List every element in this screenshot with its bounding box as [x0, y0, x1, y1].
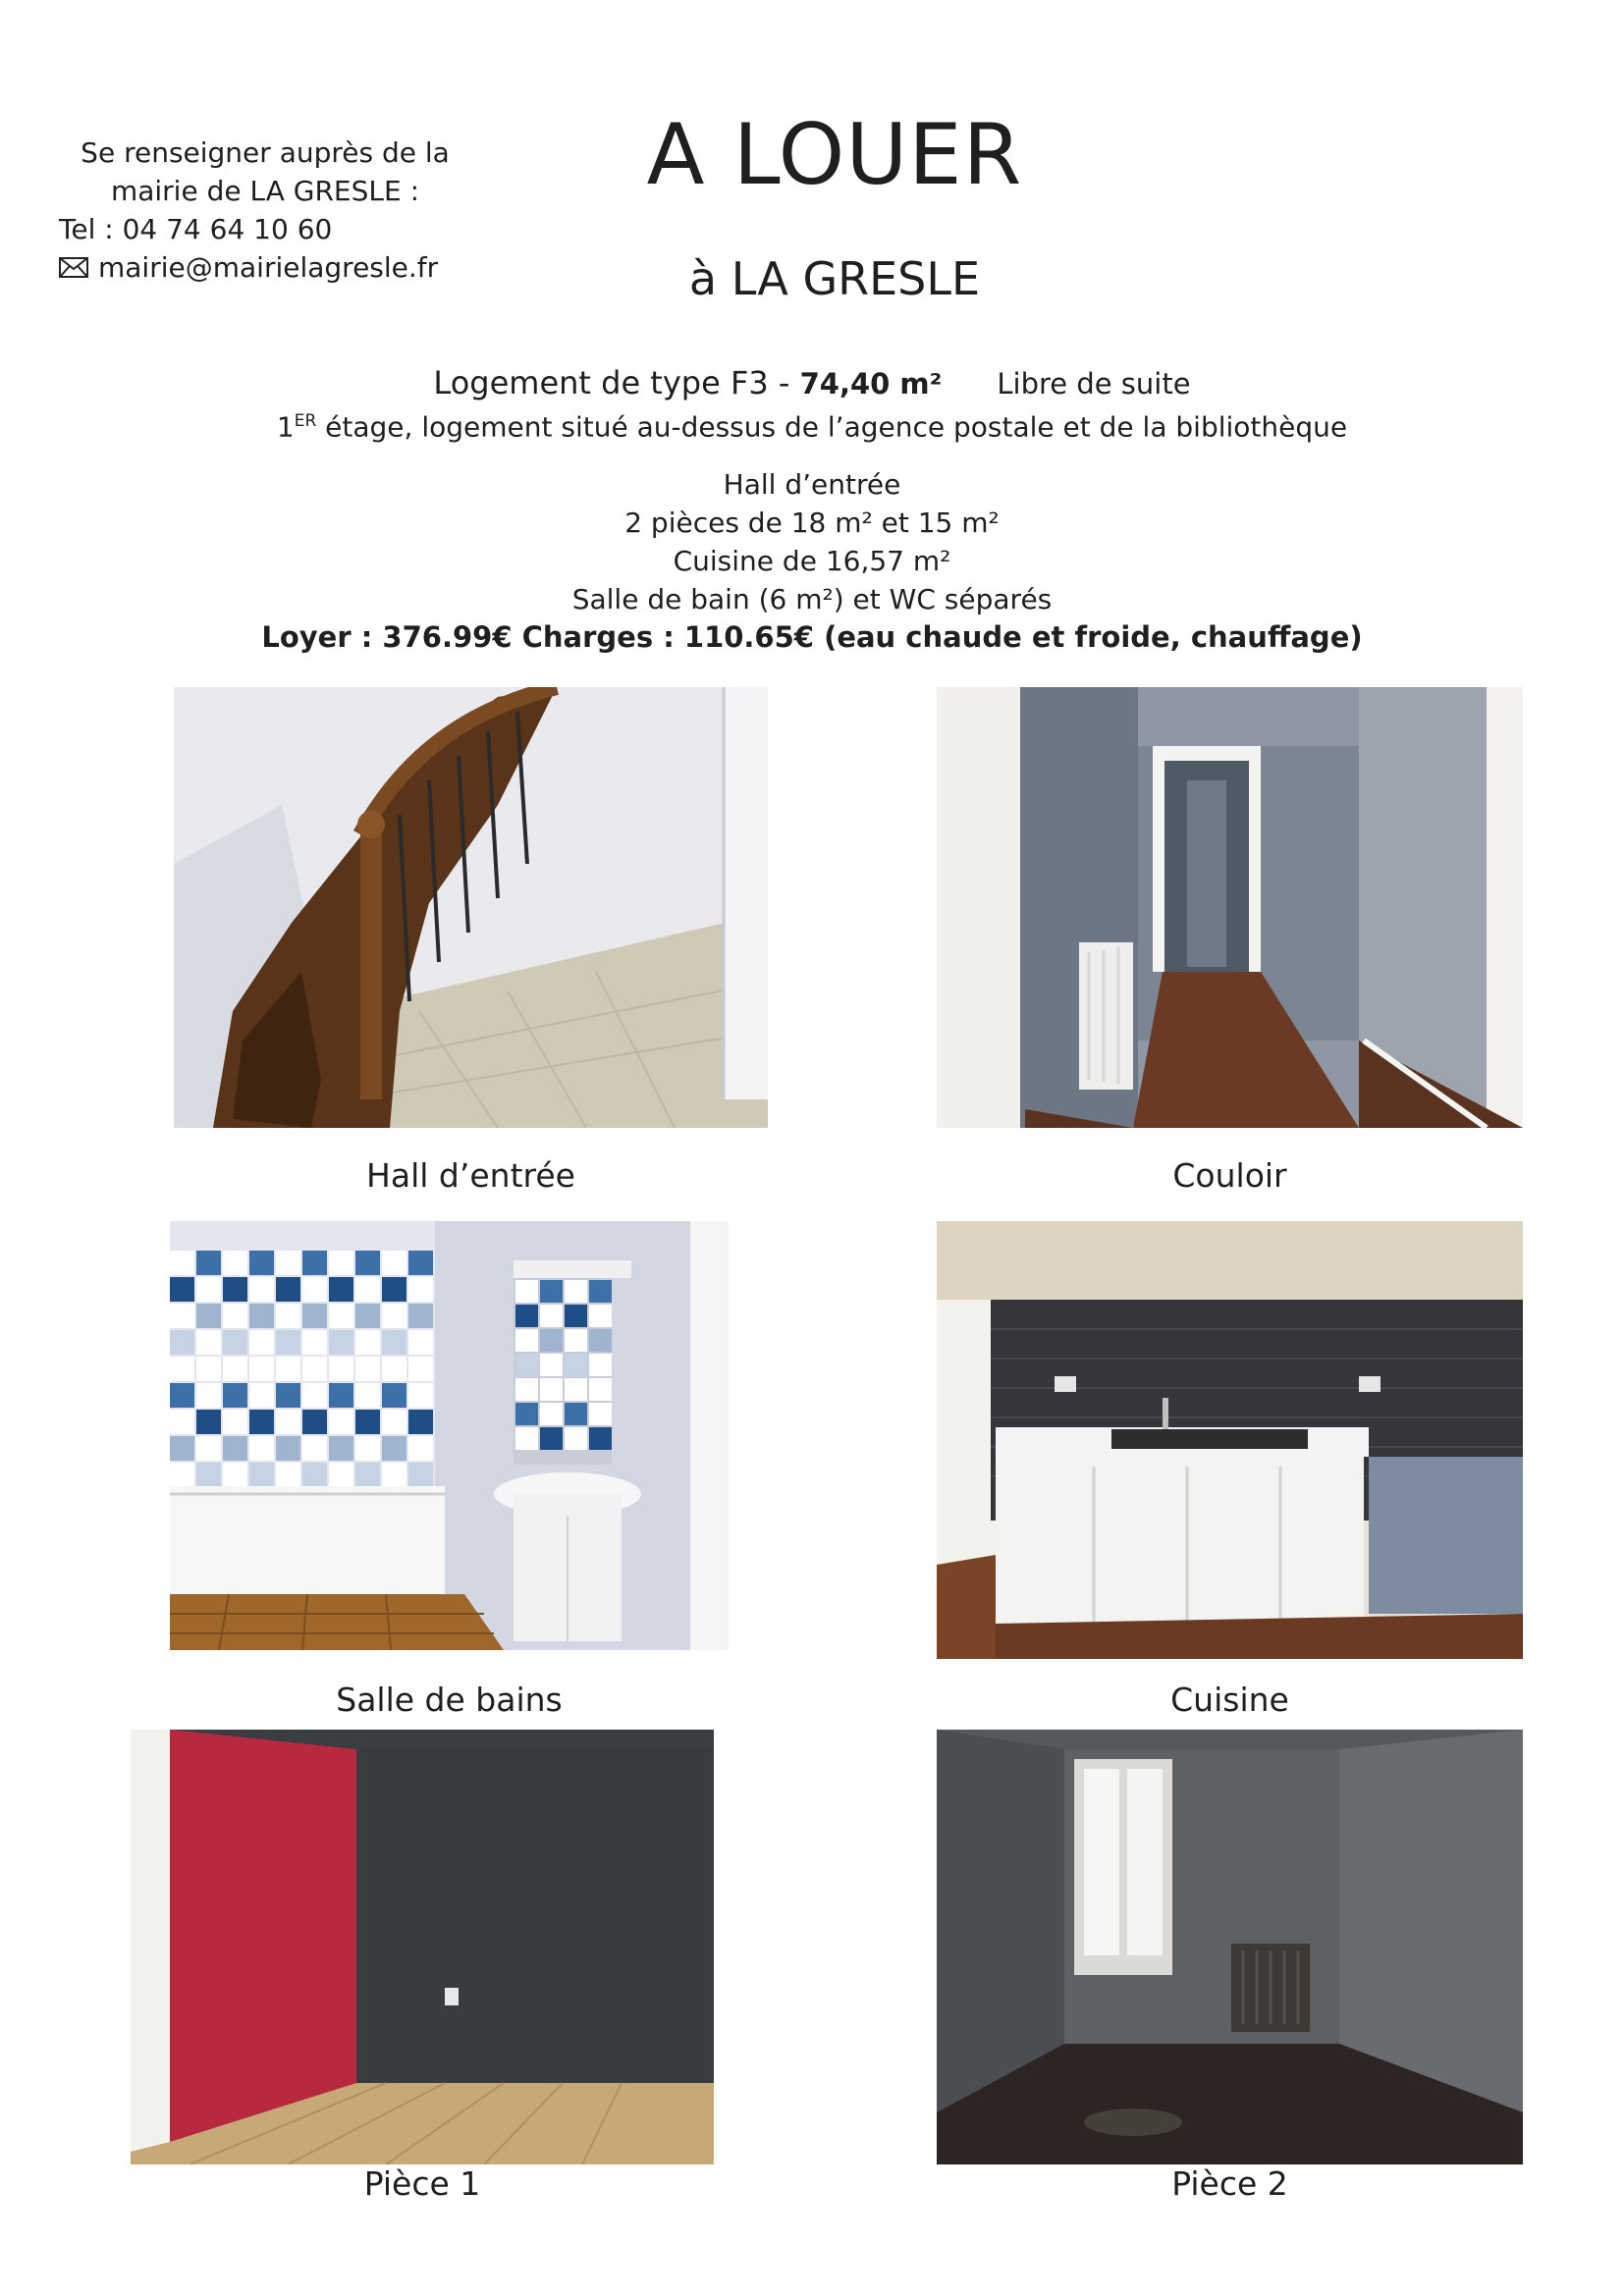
detail-rooms: 2 pièces de 18 m² et 15 m² [624, 507, 1000, 539]
photo-hall [174, 687, 768, 1128]
photo-bathroom [170, 1221, 729, 1650]
page-title: A LOUER [646, 106, 1023, 204]
caption-room-2: Pièce 2 [1171, 2164, 1288, 2203]
page-subtitle: à LA GRESLE [688, 252, 981, 305]
floor-number: 1 [276, 410, 295, 444]
info-area: 74,40 m² [799, 367, 943, 400]
detail-bathroom: Salle de bain (6 m²) et WC séparés [571, 583, 1053, 615]
caption-hall: Hall d’entrée [366, 1156, 575, 1195]
contact-line-2: mairie de LA GRESLE : [110, 175, 420, 207]
caption-kitchen: Cuisine [1170, 1681, 1289, 1719]
envelope-icon [59, 257, 88, 278]
floor-text: étage, logement situé au-dessus de l’agence postale et de la bibliothèque [316, 410, 1348, 444]
photo-kitchen [937, 1221, 1523, 1659]
info-availability: Libre de suite [997, 367, 1191, 400]
detail-hall: Hall d’entrée [723, 468, 901, 501]
info-line-type [118, 361, 1506, 405]
contact-phone: Tel : 04 74 64 10 60 [59, 213, 333, 245]
photo-corridor [937, 687, 1523, 1128]
caption-bathroom: Salle de bains [336, 1681, 563, 1719]
caption-room-1: Pièce 1 [363, 2164, 481, 2203]
details-block [118, 465, 1506, 657]
contact-email: mairie@mairielagresle.fr [98, 251, 439, 284]
photo-room-2 [937, 1730, 1523, 2164]
detail-kitchen: Cuisine de 16,57 m² [673, 545, 951, 577]
info-type-label: Logement de type F3 - [433, 364, 790, 401]
floor-suffix: ER [294, 411, 317, 431]
info-line-floor [118, 402, 1506, 446]
contact-block [59, 133, 491, 287]
caption-corridor: Couloir [1172, 1156, 1287, 1195]
contact-line-1: Se renseigner auprès de la [81, 136, 450, 169]
detail-rent: Loyer : 376.99€ Charges : 110.65€ (eau chaude et froide, chauffage) [261, 620, 1363, 654]
photo-room-1 [131, 1730, 714, 2164]
